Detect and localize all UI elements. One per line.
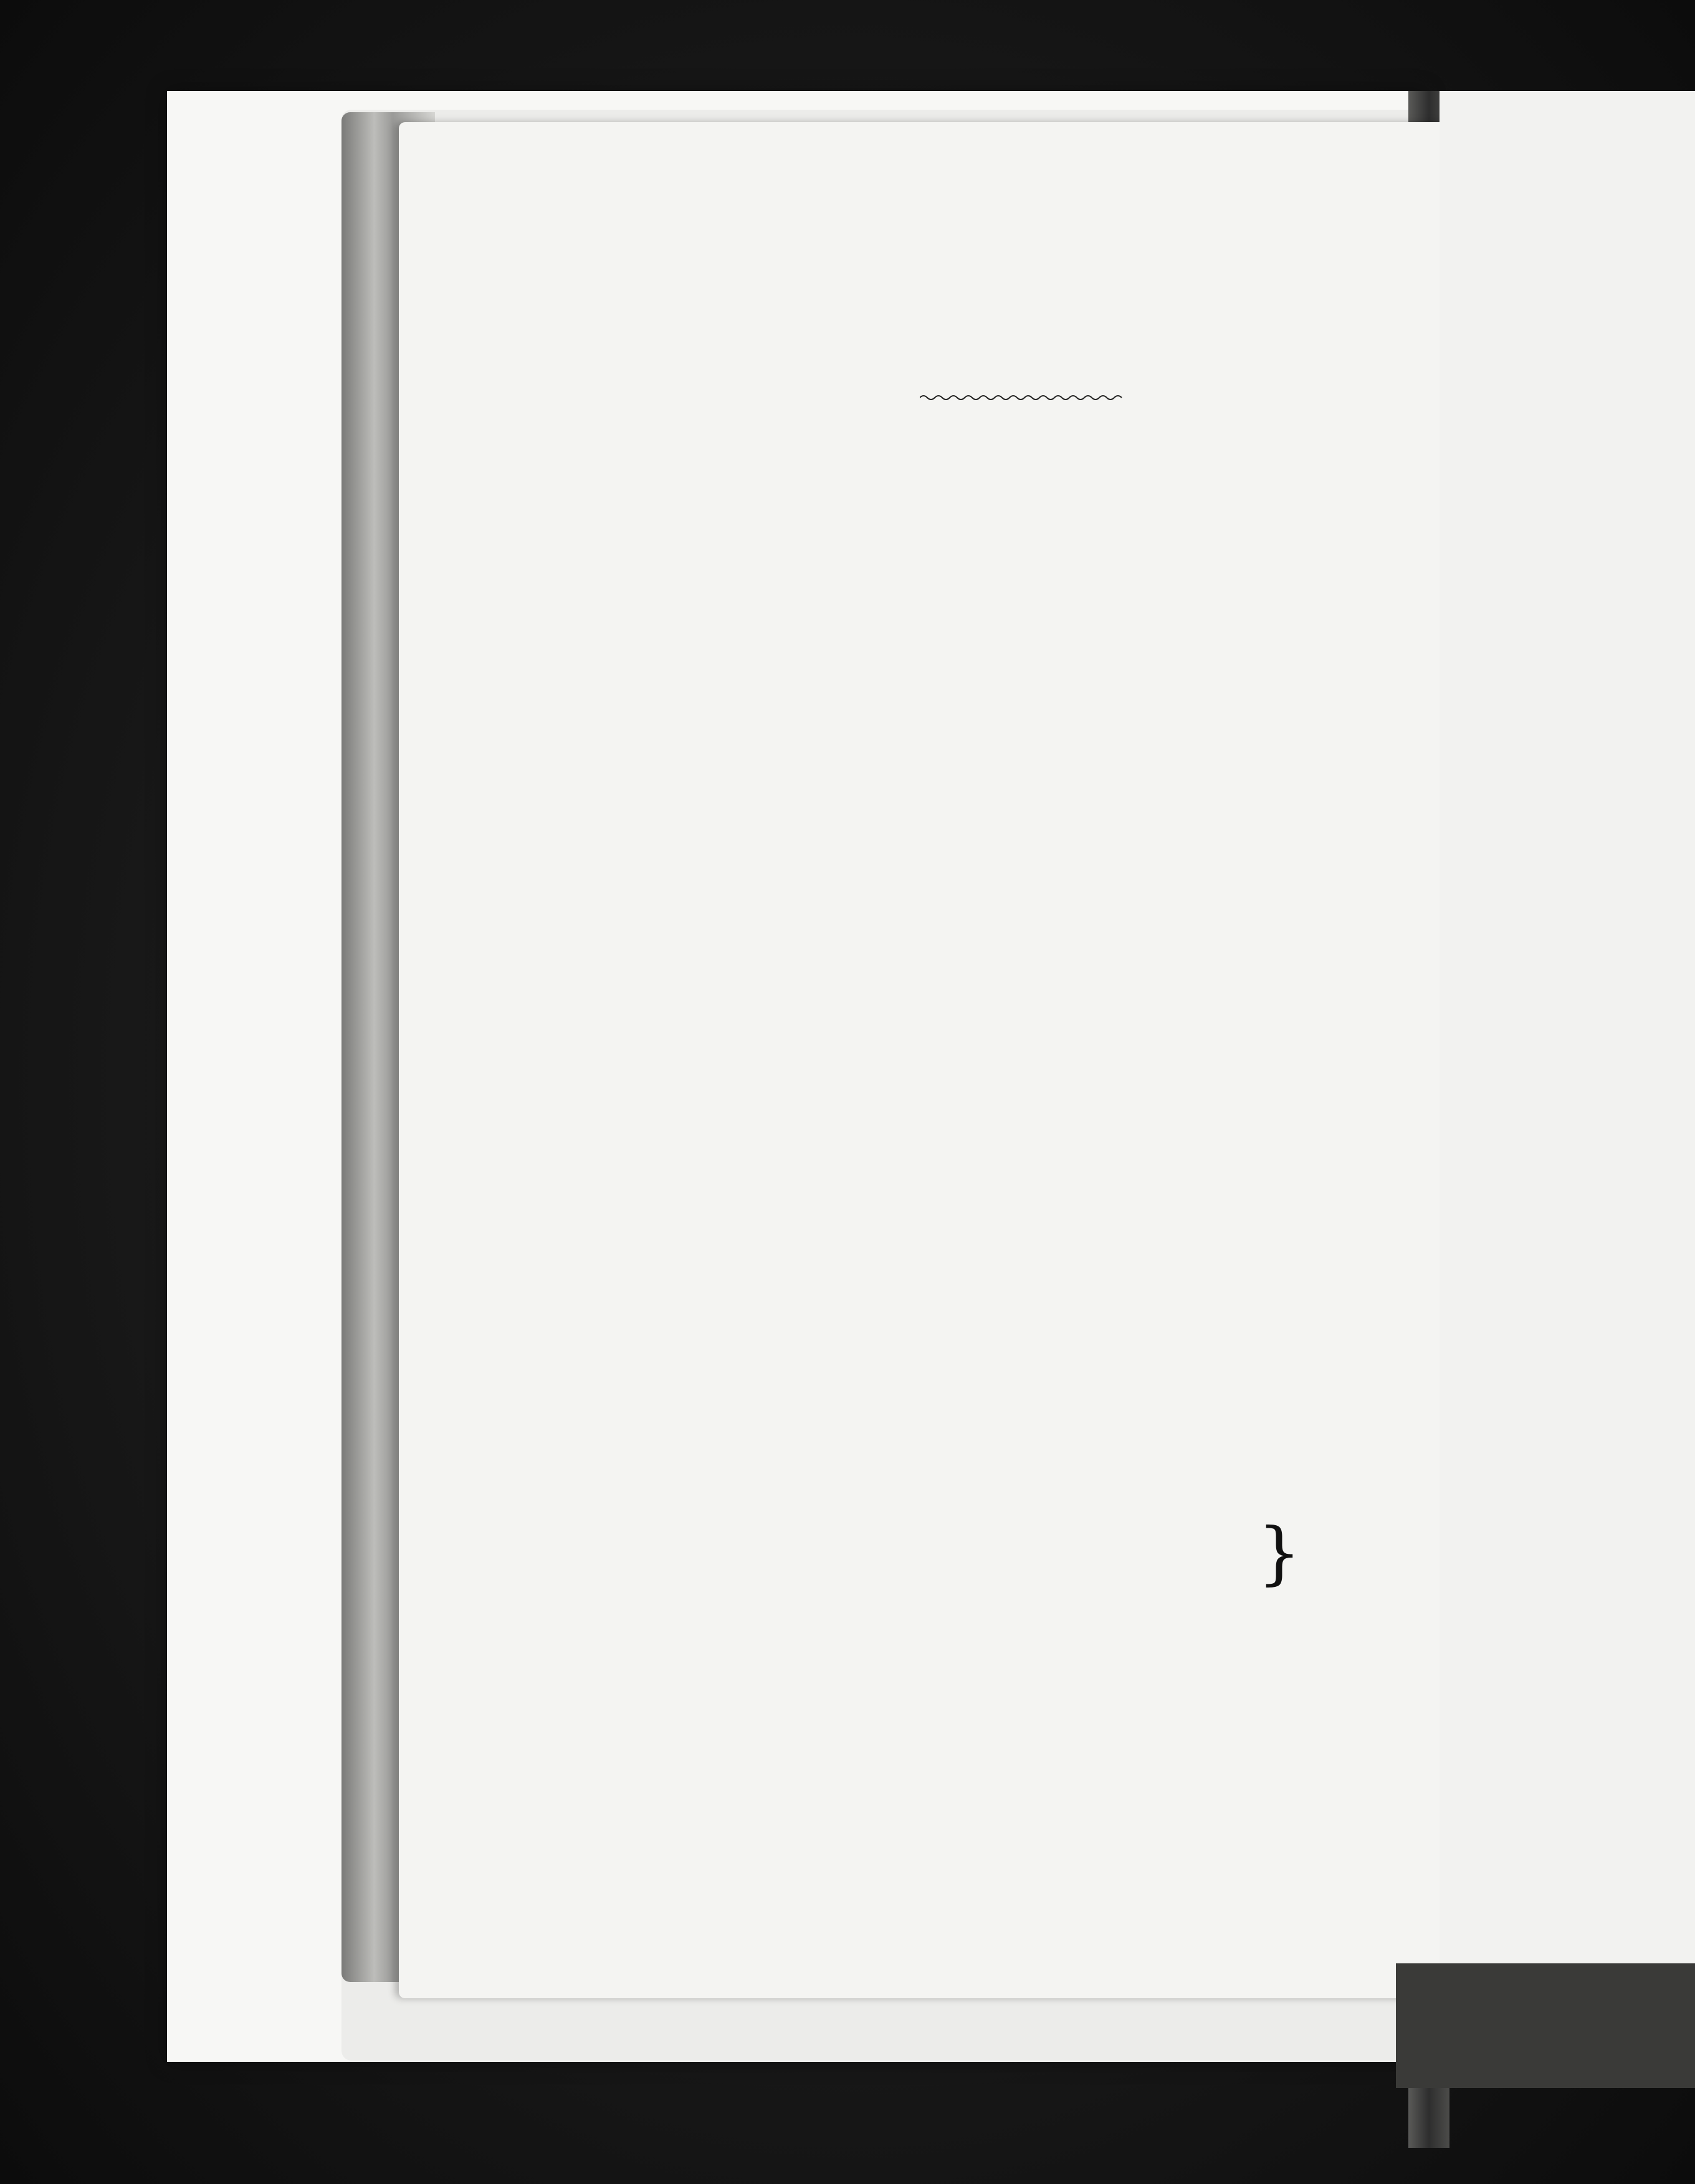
auditors-brace: } — [1258, 1513, 1301, 1593]
left-page — [399, 122, 1452, 1998]
table-shadow — [1396, 1963, 1695, 2088]
ornament-rule — [920, 393, 1125, 403]
right-page — [1440, 91, 1695, 2054]
